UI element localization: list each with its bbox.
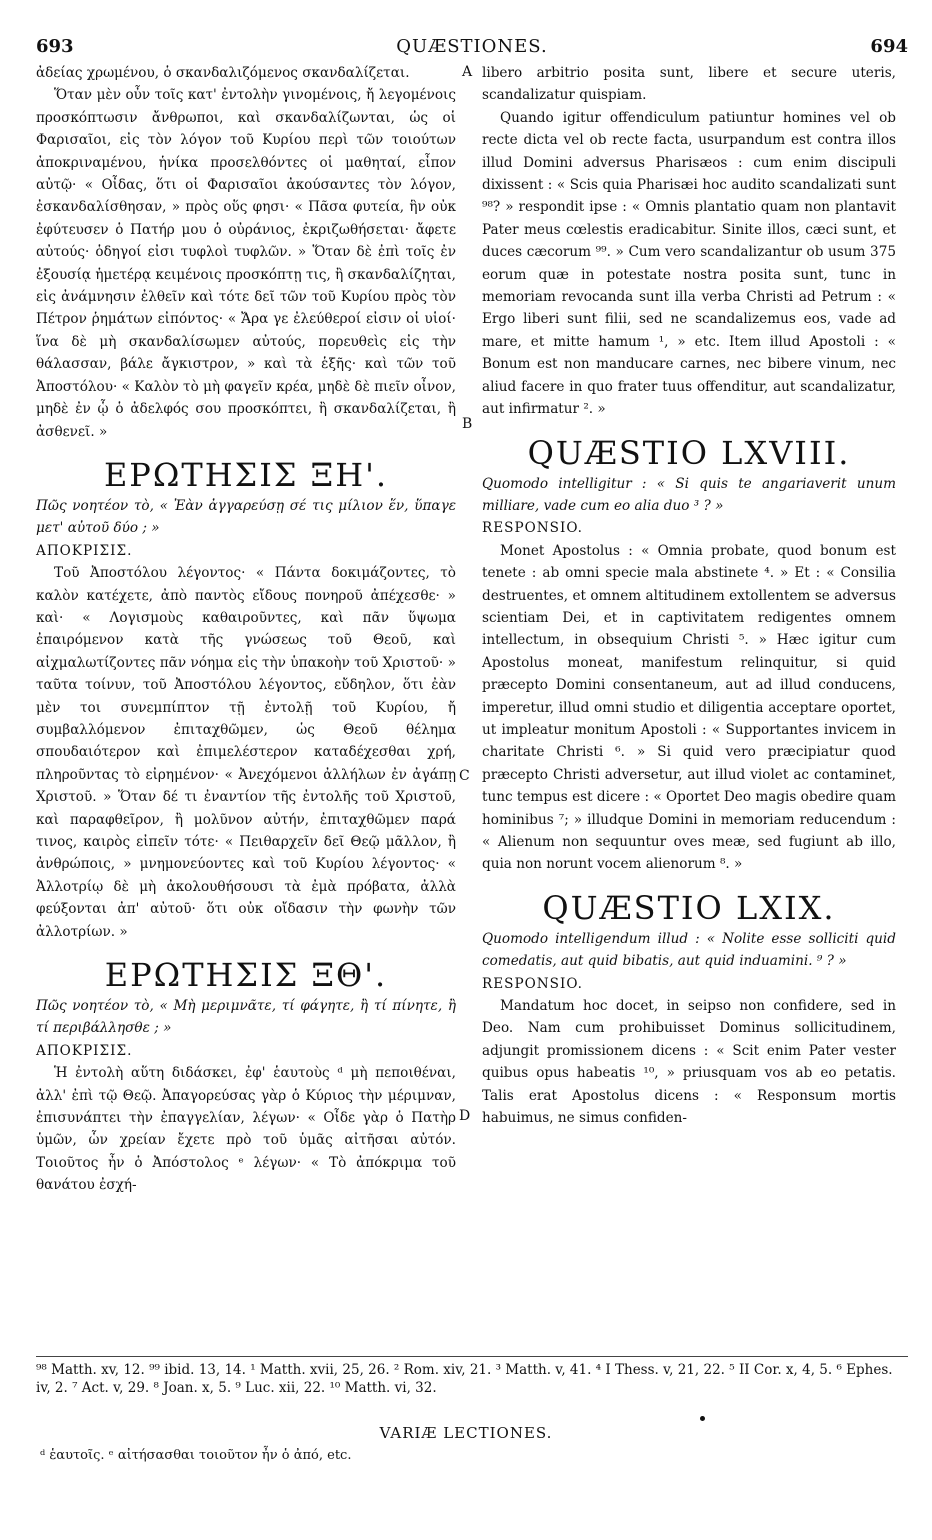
greek-response-label: ΑΠΟΚΡΙΣΙΣ. (36, 542, 133, 559)
margin-letter-b: B (462, 416, 473, 432)
latin-question-heading: QUÆSTIO LXVIII. (527, 433, 851, 472)
footnotes (36, 1356, 908, 1397)
greek-paragraph: Ἡ ἐντολὴ αὕτη διδάσκει, ἐφ' ἑαυτοὺς ᵈ μὴ πεποιθέναι, ἀλλ' ἐπὶ τῷ Θεῷ. Ἀπαγορεύσας γὰρ ὁ Κύριος τὴν μέριμναν, ἐπισυνάπτει τὴν ἐπαγγελίαν, λέγων· « Οἶδε γὰρ ὁ Πατὴρ ὑμῶν, ὧν χρείαν ἔχετε πρὸ τοῦ ὑμᾶς αἰτῆσαι αὐτόν. Τοιοῦτος ἦν ὁ Ἀπόστολος ᵉ λέγων· « Τὸ ἀπόκριμα τοῦ θανάτου ἐσχή- (36, 1065, 456, 1194)
greek-question: Πῶς νοητέον τὸ, « Ἐὰν ἀγγαρεύσῃ σέ τις μίλιον ἕν, ὕπαγε μετ' αὐτοῦ δύο ; » (36, 497, 456, 537)
greek-paragraph: ἀδείας χρωμένου, ὁ σκανδαλιζόμενος σκανδαλίζεται. (36, 65, 410, 81)
latin-question: Quomodo intelligitur : « Si quis te angariaverit unum milliare, vade cum eo alia duo ³ ? » (482, 475, 896, 514)
latin-response-label: RESPONSIO. (482, 975, 584, 992)
page-number-right: 694 (870, 36, 908, 57)
greek-question-heading: ΕΡΩΤΗΣΙΣ ΞΘ'. (104, 956, 388, 995)
latin-paragraph: Mandatum hoc docet, in seipso non confidere, sed in Deo. Nam cum prohibuisset Dominus sollicitudinem, adjungit promissionem dicens : « Scit enim Pater vester quibus opus habeatis ¹⁰, » priusquam vos ab eo petatis. Talis erat Apostolus dicens : « Responsum mortis habuimus, ne simus confiden- (482, 998, 896, 1127)
greek-question: Πῶς νοητέον τὸ, « Μὴ μεριμνᾶτε, τί φάγητε, ἢ τί πίνητε, ἢ τί περιβάλλησθε ; » (36, 998, 456, 1037)
margin-letter-a: A (462, 64, 473, 80)
greek-response-label: ΑΠΟΚΡΙΣΙΣ. (36, 1042, 133, 1059)
greek-question-heading: ΕΡΩΤΗΣΙΣ ΞΗ'. (103, 455, 389, 494)
latin-paragraph: Monet Apostolus : « Omnia probate, quod bonum est tenete : ab omni specie mala abstinete ⁴. » Et : « Consilia destruentes, et omnem altitudinem extollentem se adversus scientiam Dei, et in captivitatem redigentes omnem intellectum, in obsequium Christi ⁵. » Hæc igitur cum Apostolus moneat, manifestum relinquitur, si quid præcepto Domini consentaneum, aut ad illud conducens, imperetur, illud omni studio et diligentia acceptare oportet, ut impleatur monitum Apostoli : « Supportantes invicem in charitate Christi ⁶. » Si quid vero præcipiatur quod præcepto Christi adversetur, aut illud violet ac contaminet, tunc tempus est dicere : « Oportet Deo magis obedire quam hominibus ⁷; » illudque Domini in memoriam reducendum : « Alienum non sequuntur oves meæ, sed fugiunt ab illo, quia non norunt vocem alienorum ⁸. » (482, 542, 896, 873)
greek-paragraph: Ὅταν μὲν οὖν τοῖς κατ' ἐντολὴν γινομένοις, ἤ λεγομένοις προσκόπτωσιν ἄνθρωποι, καὶ σκανδαλίζωνται, ὡς οἱ Φαρισαῖοι, εἰς τὸν λόγον τοῦ Κυρίου περὶ τῶν τοιούτων ἀποκριναμένου, ἡνίκα προσελθόντες οἱ μαθηταί, εἶπον αὐτῷ· « Οἶδας, ὅτι οἱ Φαρισαῖοι ἀκούσαντες τὸν λόγον, ἐσκανδαλίσθησαν, » πρὸς οὕς φησι· « Πᾶσα φυτεία, ἣν οὐκ ἐφύτευσεν ὁ Πατήρ μου ὁ οὐράνιος, ἐκριζωθήσεται· ἄφετε αὐτούς· ὁδηγοί εἰσι τυφλοὶ τυφλῶν. » Ὅταν δὲ ἐπὶ τοῖς ἐν ἐξουσίᾳ ἡμετέρᾳ κειμένοις προσκόπτῃ τις, ἢ σκανδαλίζηται, εἰς ἀνάμνησιν ἐλθεῖν καὶ τότε δεῖ τῶν τοῦ Κυρίου πρὸς τὸν Πέτρον ῥημάτων εἰπόντος· « Ἄρα γε ἐλεύθεροί εἰσιν οἱ υἱοί· ἵνα δὲ μὴ σκανδαλίσωμεν αὐτούς, πορευθεὶς εἰς τὴν θάλασσαν, βάλε ἄγκιστρον, » καὶ τὰ ἑξῆς· καὶ τῶν τοῦ Ἀποστόλου· « Καλὸν τὸ μὴ φαγεῖν κρέα, μηδὲ δὲ πιεῖν οἶνον, μηδὲ ἐν ᾧ ὁ ἀδελφός σου προσκόπτει, ἢ σκανδαλίζεται, ἢ ἀσθενεῖ. » (36, 87, 456, 440)
greek-paragraph: Τοῦ Ἀποστόλου λέγοντος· « Πάντα δοκιμάζοντες, τὸ καλὸν κατέχετε, ἀπὸ παντὸς εἴδους πονηροῦ ἀπέχεσθε· » καὶ· « Λογισμοὺς καθαιροῦντες, καὶ πᾶν ὕψωμα ἐπαιρόμενον κατὰ τῆς γνώσεως τοῦ Θεοῦ, καὶ αἰχμαλωτίζοντες πᾶν νόημα εἰς τὴν ὑπακοὴν τοῦ Χριστοῦ· » ταῦτα τοίνυν, τοῦ Ἀποστόλου λέγοντος, εὔδηλον, ὅτι ἐὰν μὲν τοι συνεμπίπτον τῇ ἐντολῇ τοῦ Κυρίου, ἤ συμβαλλόμενον ἐπιταχθῶμεν, ὡς Θεοῦ θέλημα σπουδαιότερον καὶ ἐπιμελέστερον καταδέχεσθαι χρή, πληροῦντας τὸ εἰρημένον· « Ἀνεχόμενοι ἀλλήλων ἐν ἀγάπῃ Χριστοῦ. » Ὅταν δέ τι ἐναντίον τῆς ἐντολῆς τοῦ Χριστοῦ, καὶ παραφθεῖρον, ἢ μολῦνον αὐτήν, ἐπιταχθῶμεν παρά τινος, καιρὸς εἰπεῖν τότε· « Πειθαρχεῖν δεῖ Θεῷ μᾶλλον, ἢ ἀνθρώποις, » μνημονεύοντες καὶ τοῦ Κυρίου λέγοντος· « Ἀλλοτρίῳ δὲ μὴ ἀκολουθήσουσι τὰ ἐμὰ πρόβατα, ἀλλὰ φεύξονται ἀπ' αὐτοῦ· ὅτι οὐκ οἴδασιν τὴν φωνὴν τῶν ἀλλοτρίων. » (36, 565, 456, 940)
ornament-dot (700, 1416, 705, 1421)
running-title: QUÆSTIONES. (396, 36, 548, 57)
latin-question-heading: QUÆSTIO LXIX. (542, 888, 836, 927)
page-number-left: 693 (36, 36, 74, 57)
greek-column (36, 62, 456, 1197)
variae-lectiones-text: ᵈ ἑαυτοῖς. ᵉ αἰτήσασθαι τοιοῦτον ἦν ὁ ἀπό, etc. (40, 1448, 352, 1463)
latin-column (482, 62, 896, 1129)
variae-lectiones-title: VARIÆ LECTIONES. (379, 1424, 553, 1442)
footnote-rule (36, 1356, 908, 1357)
footnote-references: ⁹⁸ Matth. xv, 12. ⁹⁹ ibid. 13, 14. ¹ Matth. xvii, 25, 26. ² Rom. xiv, 21. ³ Matth. v, 41. ⁴ I Thess. v, 21, 22. ⁵ II Cor. x, 4, 5. ⁶ Ephes. iv, 2. ⁷ Act. v, 29. ⁸ Joan. x, 5. ⁹ Luc. xii, 22. ¹⁰ Matth. vi, 32. (36, 1362, 893, 1396)
latin-question: Quomodo intelligendum illud : « Nolite esse solliciti quid comedatis, aut quid bibatis, aut quid induamini. ⁹ ? » (482, 930, 896, 970)
latin-response-label: RESPONSIO. (482, 520, 584, 537)
margin-letter-c: C (459, 768, 470, 784)
margin-letter-d: D (459, 1108, 471, 1124)
latin-paragraph: libero arbitrio posita sunt, libere et secure uteris, scandalizatur quispiam. (482, 65, 896, 104)
latin-paragraph: Quando igitur offendiculum patiuntur homines vel ob recte dicta vel ob recte facta, usurpandum est contra illos illud Domini adversus Pharisæos : cum enim discipuli dixissent : « Scis quia Pharisæi hoc audito scandalizati sunt ⁹⁸? » respondit ipse : « Omnis plantatio quam non plantavit Pater meus cœlestis eradicabitur. Sinite illos, cæci sunt, et duces cæcorum ⁹⁹. » Cum vero scandalizantur ob usum 375 eorum quæ in potestate nostra posita sunt, tunc in memoriam revocanda sunt illa verba Christi ad Petrum : « Ergo liberi sunt filii, sed ne scandalizemus eos, vade ad mare, et mitte hamum ¹, » etc. Item illud Apostoli : « Bonum est non manducare carnes, nec bibere vinum, nec aliud facere in quo frater tuus offenditur, aut scandalizatur, aut infirmatur ². » (482, 109, 896, 418)
page-header (36, 36, 908, 62)
